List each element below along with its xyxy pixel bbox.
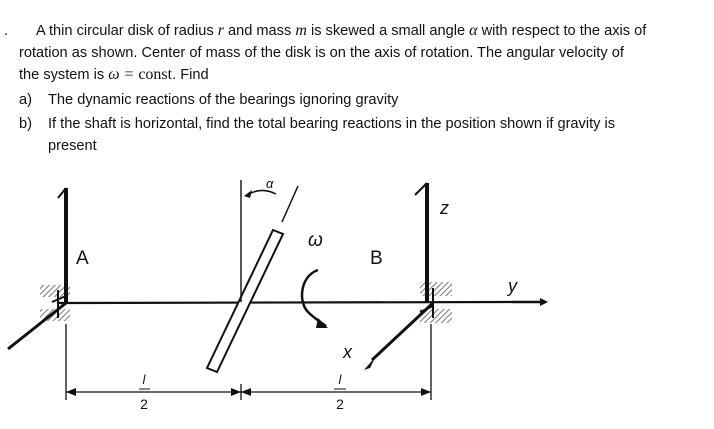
omega-rotation-arc	[302, 270, 326, 326]
omega-arrowhead	[316, 318, 328, 328]
dimension-arrow-mid-right	[241, 388, 251, 396]
z-axis-label: z	[440, 198, 449, 218]
problem-line-3: the system is ω = const. Find	[19, 66, 209, 83]
bearing-b-hatch-upper	[420, 282, 452, 296]
alpha-arrowhead	[244, 190, 252, 198]
x-axis-label: x	[343, 342, 352, 362]
dimension-arrow-left	[66, 388, 76, 396]
question-b-text: If the shaft is horizontal, find the total bearing reactions in the position shown if gravity is	[48, 116, 616, 132]
question-b-marker: b)	[19, 116, 32, 132]
dimension-arrow-mid-left	[231, 388, 241, 396]
dim-left-denominator: 2	[140, 396, 148, 412]
dim-left-numerator: l	[142, 372, 146, 387]
problem-bullet: .	[4, 23, 9, 39]
omega-label: ω	[308, 230, 323, 251]
x-axis-arrowhead	[364, 356, 376, 370]
question-b-continued: present	[48, 138, 97, 154]
alpha-line	[282, 186, 298, 222]
problem-line-2: rotation as shown. Center of mass of the disk is on the axis of rotation. The angular velocity of	[19, 45, 624, 61]
question-a-marker: a)	[19, 92, 32, 108]
bearing-a-leg	[8, 303, 66, 349]
dimension-arrow-right	[421, 388, 431, 396]
y-axis-label: y	[508, 276, 517, 296]
shaft	[58, 302, 512, 303]
question-a-text: The dynamic reactions of the bearings ignoring gravity	[48, 92, 399, 108]
skewed-disk	[207, 230, 283, 372]
y-axis-arrowhead	[540, 298, 548, 306]
dim-right-numerator: l	[338, 372, 342, 387]
alpha-label: α	[266, 176, 274, 191]
problem-line-1: A thin circular disk of radius r and mass m is skewed a small angle α with respect to the axis of	[36, 22, 647, 39]
dim-right-denominator: 2	[336, 396, 344, 412]
bearing-b-leg	[372, 303, 433, 360]
bearing-b-label: B	[370, 248, 383, 269]
bearing-a-label: A	[76, 248, 89, 269]
